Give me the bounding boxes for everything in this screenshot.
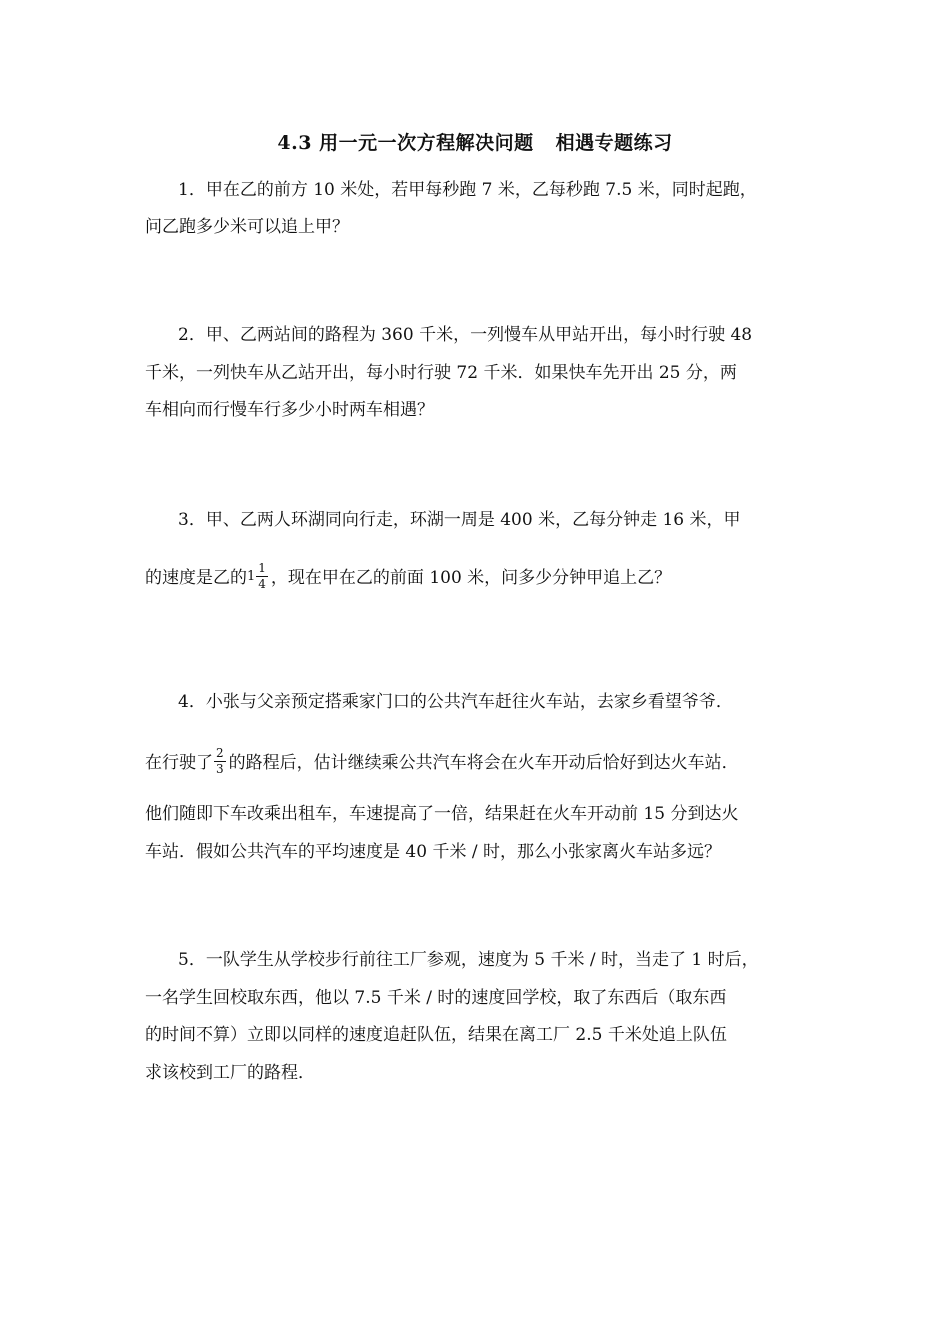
- problem-3-line-1: 3．甲、乙两人环湖同向行走，环湖一周是 400 米，乙每分钟走 16 米，甲: [178, 510, 741, 530]
- problem-2-line-2: 千米，一列快车从乙站开出，每小时行驶 72 千米．如果快车先开出 25 分，两: [145, 363, 737, 383]
- problem-1-line-1: 1．甲在乙的前方 10 米处，若甲每秒跑 7 米，乙每秒跑 7.5 米，同时起跑，: [178, 180, 757, 200]
- problem-4-line-1: 4．小张与父亲预定搭乘家门口的公共汽车赶往火车站，去家乡看望爷爷．: [178, 692, 733, 712]
- problem-3-line-2: 的速度是乙的1 $\frac{1}{4}$ ，现在甲在乙的前面 100 米，问多少分钟甲追上乙？: [145, 561, 672, 591]
- title-sub: 相遇专题练习: [555, 132, 673, 154]
- problem-5-line-4: 求该校到工厂的路程．: [145, 1063, 315, 1083]
- problem-5-line-2: 一名学生回校取东西，他以 7.5 千米 / 时的速度回学校，取了东西后（取东西: [145, 988, 727, 1008]
- fraction-two-thirds: $\frac{2}{3}$: [216, 746, 224, 776]
- fraction-one-quarter: $\frac{1}{4}$: [258, 561, 266, 591]
- problem-4-line-2: 在行驶了 $\frac{2}{3}$ 的路程后，估计继续乘公共汽车将会在火车开动后恰好到达火车站．: [145, 746, 739, 776]
- problem-5-line-3: 的时间不算）立即以同样的速度追赶队伍，结果在离工厂 2.5 千米处追上队伍: [145, 1025, 727, 1045]
- problem-2-line-3: 车相向而行慢车行多少小时两车相遇？: [145, 400, 434, 420]
- title-main: 4.3 用一元一次方程解决问题: [277, 132, 534, 154]
- mixed-number-whole: 1: [247, 568, 256, 584]
- page-title: [0, 128, 950, 155]
- problem-4-line-3: 他们随即下车改乘出租车，车速提高了一倍，结果赶在火车开动前 15 分到达火: [145, 804, 739, 824]
- problem-4-line-4: 车站．假如公共汽车的平均速度是 40 千米 / 时，那么小张家离火车站多远？: [145, 842, 721, 862]
- problem-1-line-2: 问乙跑多少米可以追上甲？: [145, 217, 349, 237]
- problem-2-line-1: 2．甲、乙两站间的路程为 360 千米，一列慢车从甲站开出，每小时行驶 48: [178, 325, 753, 345]
- problem-5-line-1: 5．一队学生从学校步行前往工厂参观，速度为 5 千米 / 时，当走了 1 时后，: [178, 950, 759, 970]
